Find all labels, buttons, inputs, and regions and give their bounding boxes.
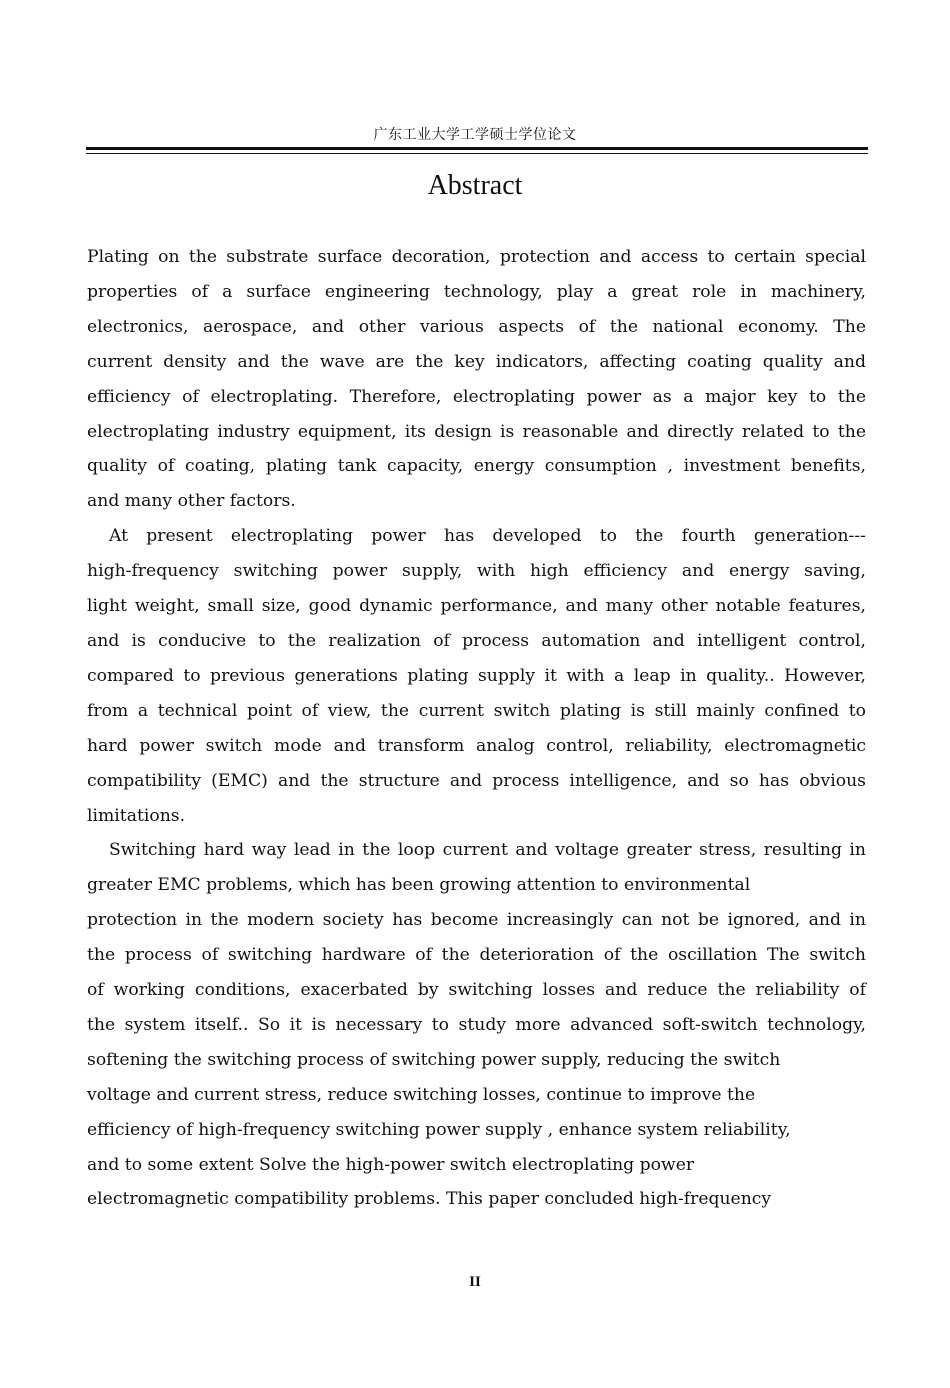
text-line: the system itself.. So it is necessary to study more advanced soft-switch technology, [87,1014,866,1035]
header-rule-thin [86,153,868,154]
abstract-body [87,240,866,1217]
text-line: compatibility (EMC) and the structure and process intelligence, and so has obvious [87,770,866,791]
text-line: of working conditions, exacerbated by switching losses and reduce the reliability of [87,980,866,1001]
text-line: from a technical point of view, the current switch plating is still mainly confined to [87,700,866,721]
text-line: properties of a surface engineering technology, play a great role in machinery, [87,281,866,302]
text-line: the process of switching hardware of the deterioration of the oscillation The switch [87,945,866,966]
text-line: compared to previous generations plating supply it with a leap in quality.. However, [87,665,866,686]
text-line: voltage and current stress, reduce switching losses, continue to improve the [87,1084,756,1105]
text-line: efficiency of electroplating. Therefore, electroplating power as a major key to the [87,386,866,407]
text-line: At present electroplating power has developed to the fourth generation--- [109,526,866,547]
text-line: Plating on the substrate surface decoration, protection and access to certain special [87,247,866,267]
text-line: protection in the modern society has become increasingly can not be ignored, and in [87,910,866,931]
text-line: greater EMC problems, which has been growing attention to environmental [87,875,751,896]
text-line: light weight, small size, good dynamic performance, and many other notable features, [87,596,866,617]
text-line: limitations. [87,805,186,826]
text-line: current density and the wave are the key indicators, affecting coating quality and [87,351,866,372]
text-line: and is conducive to the realization of process automation and intelligent control, [87,630,866,651]
text-line: efficiency of high-frequency switching power supply , enhance system reliability, [87,1119,791,1140]
text-line: electroplating industry equipment, its design is reasonable and directly related to the [87,421,866,442]
paragraph-3 [87,833,866,1217]
text-line: Switching hard way lead in the loop current and voltage greater stress, resulting in [109,840,866,861]
text-line: electromagnetic compatibility problems. This paper concluded high-frequency [87,1189,772,1210]
page-number: II [469,1274,481,1290]
running-header: 广东工业大学工学硕士学位论文 [373,127,577,143]
header-rule-thick [86,147,868,150]
text-line: and to some extent Solve the high-power switch electroplating power [87,1154,695,1175]
text-line: softening the switching process of switching power supply, reducing the switch [87,1049,781,1070]
text-line: quality of coating, plating tank capacity, energy consumption , investment benefits, [87,456,866,477]
text-line: and many other factors. [87,491,296,512]
text-line: hard power switch mode and transform analog control, reliability, electromagnetic [87,735,866,756]
paragraph-2 [87,519,866,833]
text-line: electronics, aerospace, and other various aspects of the national economy. The [87,316,866,337]
text-line: high-frequency switching power supply, with high efficiency and energy saving, [87,561,866,582]
section-title: Abstract [427,170,523,201]
paragraph-1 [87,240,866,519]
